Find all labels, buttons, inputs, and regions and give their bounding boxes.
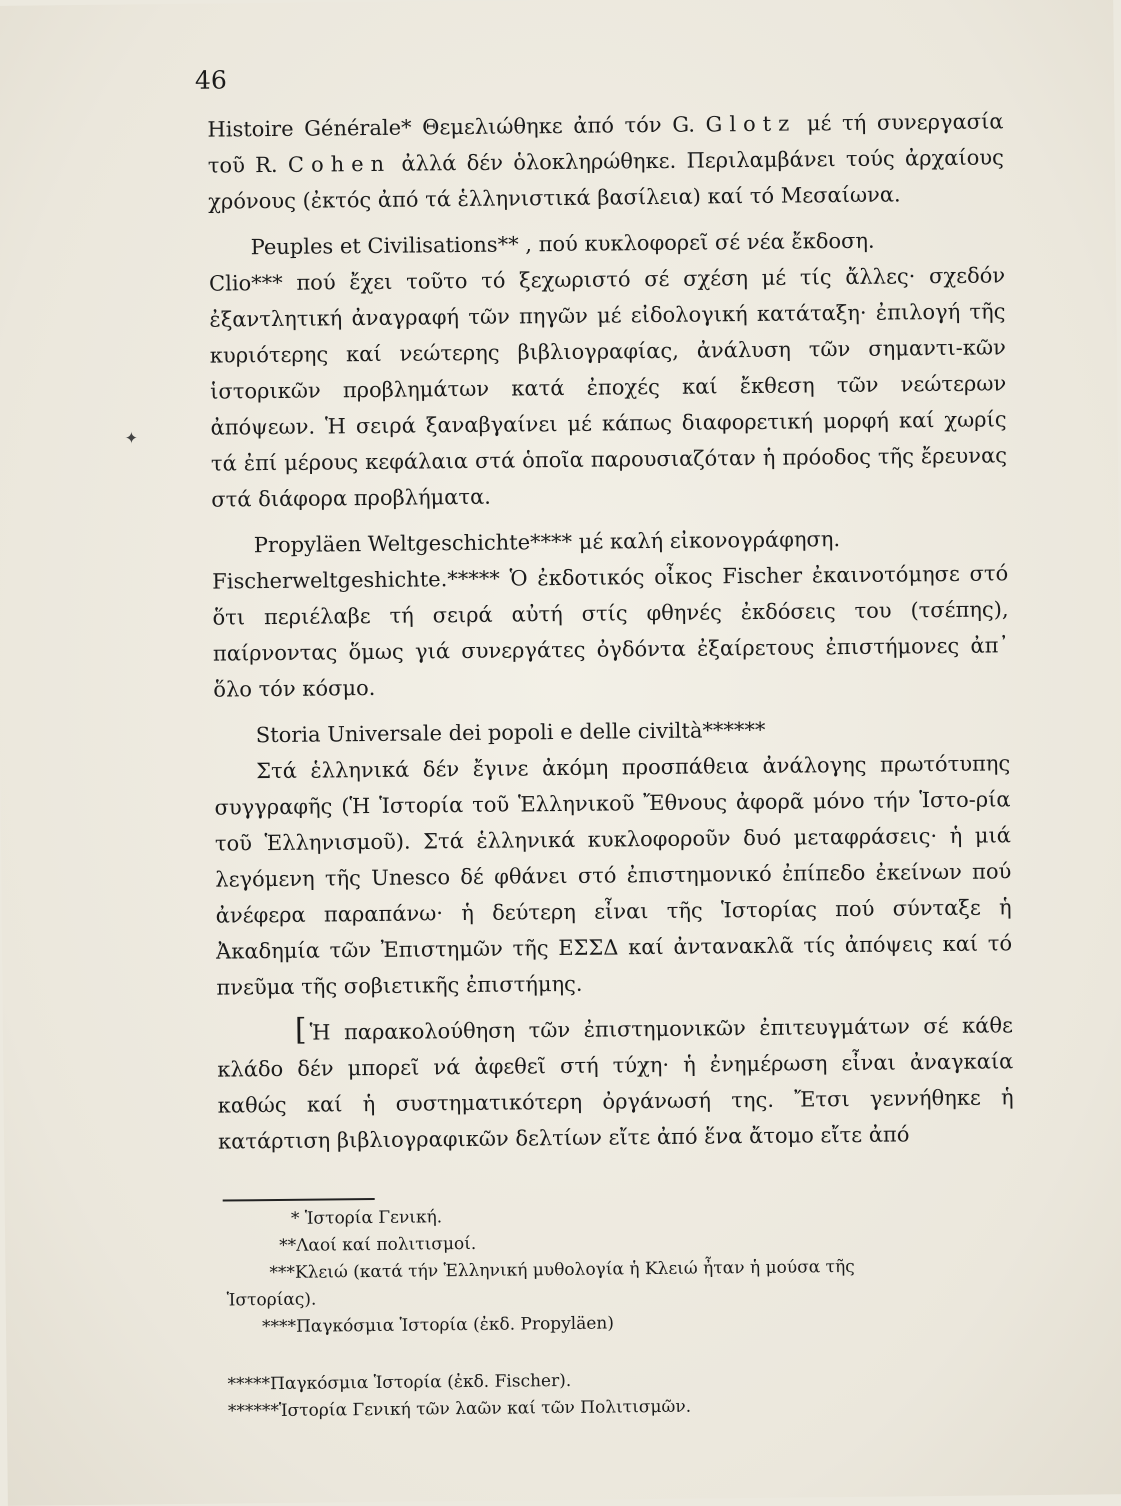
paragraph-peuples: Peuples et Civilisations** , πού κυκλοφορεῖ σέ νέα ἔκδοση.: [250, 228, 875, 260]
page-number: 46: [194, 65, 227, 95]
author-name-cohen: Cohen: [287, 151, 392, 177]
footnotes: [223, 1198, 1015, 1425]
paragraph-bibliography: [217, 1007, 1014, 1159]
paragraph-storia: Storia Universale dei popoli e delle civiltà******: [255, 717, 766, 748]
footnote-6: ******Ἱστορία Γενική τῶν λαῶν καί τῶν Πολιτισμῶν.: [227, 1396, 692, 1422]
main-text: [207, 103, 1014, 1159]
paragraph-greek-editions: Στά ἑλληνικά δέν ἔγινε ἀκόμη προσπάθεια ἀνάλογης πρωτότυπης συγγραφῆς (Ἡ Ἱστορία τοῦ Ἑλληνικοῦ Ἔθνους ἀφορᾶ μόνο τήν Ἱστο-ρία τοῦ Ἑλληνισμοῦ). Στά ἑλληνικά κυκλοφοροῦν δυό μεταφράσεις· ἡ μιά λεγόμενη τῆς Unesco δέ φθάνει στό ἐπιστημονικό ἐπίπεδο ἐκείνων πού ἀνέφερα παραπάνω· ἡ δεύτερη εἶναι τῆς Ἱστορίας πού σύνταξε ἡ Ἀκαδημία τῶν Ἐπιστημῶν τῆς ΕΣΣΔ καί ἀντανακλᾶ τίς ἀπόψεις καί τό πνεῦμα τῆς σοβιετικῆς ἐπιστήμης.: [214, 751, 1013, 1000]
text-run: ἀλλά δέν ὁλοκληρώθηκε. Περιλαμβάνει τούς ἀρχαίους χρόνους (ἐκτός ἀπό τά ἑλληνιστικά βασίλεια) καί τό Μεσαίωνα.: [208, 145, 1004, 214]
text-run: Histoire Générale* Θεμελιώθηκε ἀπό τόν G.: [207, 112, 706, 142]
margin-mark: ✦: [124, 428, 139, 448]
footnote-4: ****Παγκόσμια Ἱστορία (ἐκδ. Propyläen): [261, 1313, 615, 1338]
footnote-3-continued: Ἱστορίας).: [226, 1289, 317, 1311]
text-run: μέ τή συνεργασία τοῦ R.: [207, 109, 1004, 178]
paragraph-histoire-generale: [207, 103, 1004, 219]
footnote-rule: [223, 1198, 375, 1202]
paragraph-fischer: Fischerweltgeshichte.***** Ὁ ἐκδοτικός οἶκος Fischer ἐκαινοτόμησε στό ὅτι περιέλαβε τή σειρά αὐτή στίς φθηνές ἐκδόσεις του (τσέπης), παίρνοντας ὅμως γιά συνεργάτες ὀγδόντα ἐξαίρετους ἐπιστήμονες ἀπ᾽ ὅλο τόν κόσμο.: [212, 561, 1010, 702]
bracket-mark: [: [294, 1012, 307, 1048]
footnote-1: * Ἱστορία Γενική.: [290, 1207, 443, 1229]
text-run: Ἡ παρακολούθηση τῶν ἐπιστημονικῶν ἐπιτευγμάτων σέ κάθε κλάδο δέν μπορεῖ νά ἀφεθεῖ στή τύχη· ἡ ἐνημέρωση εἶναι ἀναγκαία καθώς καί ἡ συστηματικότερη ὀργάνωσή της. Ἔτσι γεννήθηκε ἡ κατάρτιση βιβλιογραφικῶν δελτίων εἴτε ἀπό ἕνα ἄτομο εἴτε ἀπό: [217, 1013, 1014, 1154]
paragraph-clio: Clio*** πού ἔχει τοῦτο τό ξεχωριστό σέ σχέση μέ τίς ἄλλες· σχεδόν ἐξαντλητική ἀναγραφή τῶν πηγῶν μέ εἰδολογική κατάταξη· ἐπιλογή τῆς κυριότερης καί νεώτερης βιβλιογραφίας, ἀνάλυση τῶν σημαντι-κῶν ἱστορικῶν προβλημάτων κατά ἐποχές καί ἔκθεση τῶν νεώτερων ἀπόψεων. Ἡ σειρά ξαναβγαίνει μέ κάπως διαφορετική μορφή καί χωρίς τά ἐπί μέρους κεφάλαια στά ὁποῖα παρουσιαζόταν ἡ πρόοδος τῆς ἔρευνας στά διάφορα προβλήματα.: [208, 263, 1008, 512]
footnote-2: **Λαοί καί πολιτισμοί.: [279, 1233, 477, 1256]
footnote-3: ***Κλειώ (κατά τήν Ἑλληνική μυθολογία ἡ Κλειώ ἦταν ἡ μούσα τῆς: [269, 1256, 855, 1284]
author-name-glotz: Glotz: [705, 111, 797, 137]
paragraph-propylaen: Propyläen Weltgeschichte**** μέ καλή εἰκονογράφηση.: [253, 527, 841, 558]
footnote-5: *****Παγκόσμια Ἱστορία (ἐκδ. Fischer).: [227, 1370, 572, 1395]
